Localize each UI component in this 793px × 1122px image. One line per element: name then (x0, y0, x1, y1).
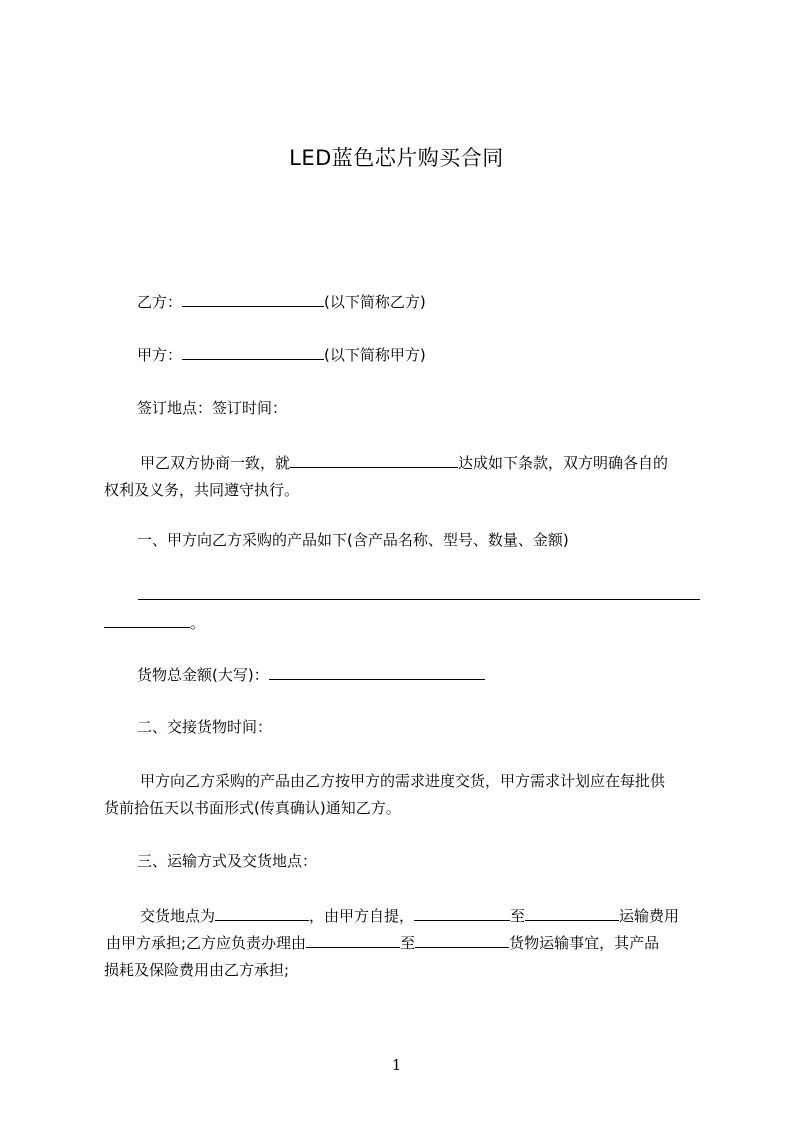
party-a-line (104, 344, 737, 365)
contract-title: LED蓝色芯片购买合同 (289, 146, 504, 170)
party-b-suffix: (以下简称乙方) (324, 293, 426, 311)
section1-product-line-2 (104, 612, 704, 633)
s3-l1-b: ，由甲方自提， (309, 907, 415, 925)
intro-text-2: 达成如下条款，双方明确各自的 (458, 454, 669, 472)
section1-heading: 一、甲方向乙方采购的产品如下(含产品名称、型号、数量、金额) (137, 531, 569, 549)
s3-l1-d: 运输费用 (619, 907, 680, 925)
section2-line-2: 货前拾伍天以书面形式(传真确认)通知乙方。 (104, 799, 401, 817)
s3-l2-b: 至 (400, 934, 416, 952)
party-b-blank (182, 291, 324, 307)
page-number: 1 (391, 1056, 402, 1074)
s3-l1-c: 至 (510, 907, 526, 925)
section3-line-2 (104, 932, 706, 953)
product-blank-2 (104, 612, 190, 628)
section1-product-line-1 (104, 584, 738, 605)
section2-line-1: 甲方向乙方采购的产品由乙方按甲方的需求进度交货，甲方需求计划应在每批供 (140, 772, 666, 790)
s3-l2-a: 由甲方承担;乙方应负责办理由 (106, 934, 307, 952)
s3-l1-a: 交货地点为 (140, 907, 216, 925)
product-blank-1 (138, 584, 700, 600)
party-b-label: 乙方： (137, 293, 183, 311)
intro-line-2: 权利及义务，共同遵守执行。 (104, 481, 300, 499)
total-amount-line (104, 664, 737, 685)
product-end-mark: 。 (190, 614, 206, 632)
pickup-from-blank (414, 905, 510, 921)
intro-text-1: 甲乙双方协商一致，就 (140, 454, 291, 472)
section3-line-3: 损耗及保险费用由乙方承担; (104, 961, 290, 979)
section3-line-1 (104, 905, 740, 926)
section2-heading: 二、交接货物时间： (137, 718, 273, 736)
transport-from-blank (306, 932, 400, 948)
party-a-blank (182, 344, 324, 360)
party-a-label: 甲方： (137, 346, 183, 364)
pickup-to-blank (525, 905, 619, 921)
s3-l2-c: 货物运输事宜，其产品 (509, 934, 660, 952)
intro-line-1 (104, 452, 740, 473)
section3-heading: 三、运输方式及交货地点： (137, 852, 318, 870)
total-amount-blank (269, 664, 485, 680)
party-b-line (104, 291, 737, 312)
sign-place-time: 签订地点：签订时间： (137, 399, 288, 417)
total-amount-label: 货物总金额(大写)： (137, 666, 269, 684)
intro-blank (290, 452, 458, 468)
delivery-location-blank (215, 905, 309, 921)
transport-to-blank (415, 932, 509, 948)
party-a-suffix: (以下简称甲方) (324, 346, 426, 364)
